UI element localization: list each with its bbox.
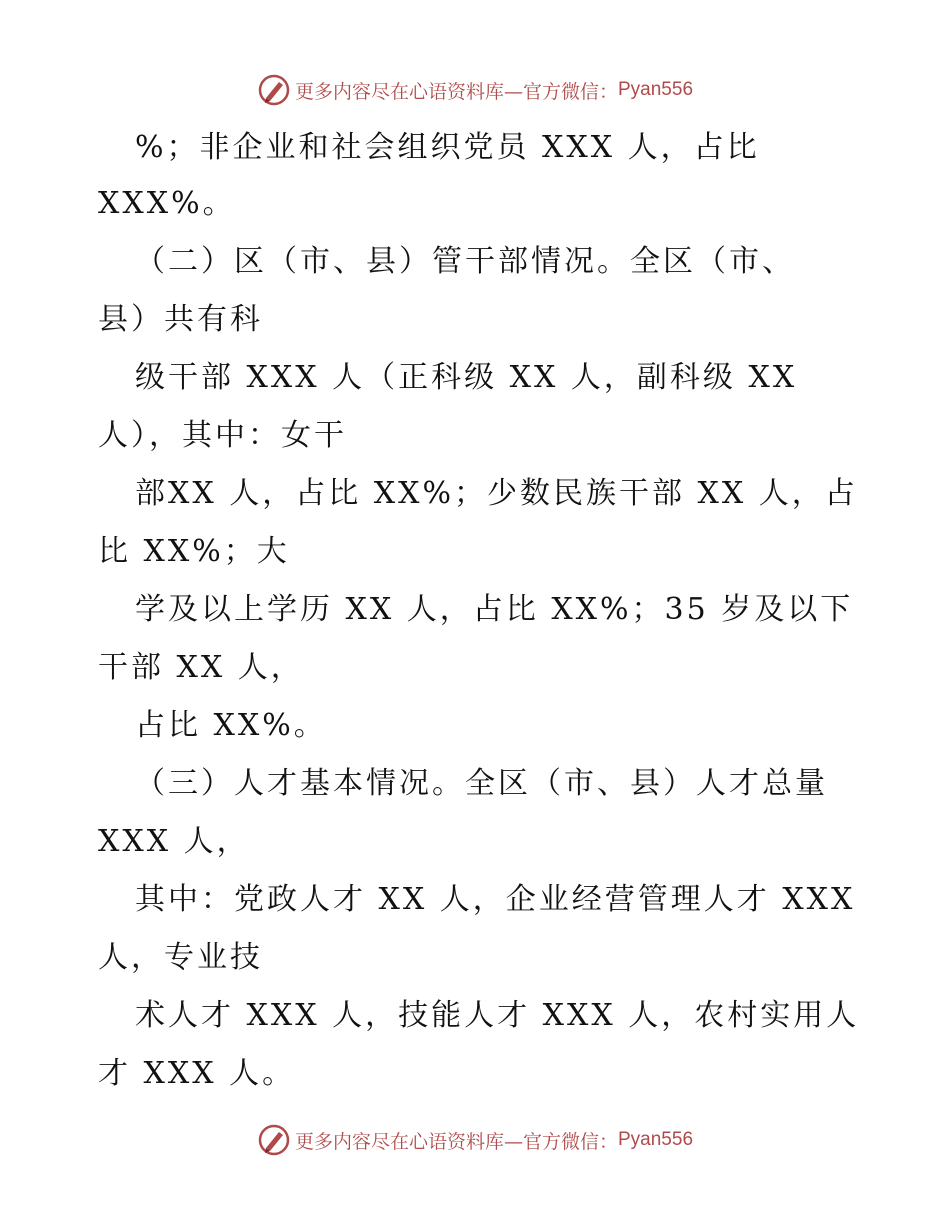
body-line: （二）区（市、县）管干部情况。全区（市、	[135, 244, 795, 279]
body-line: XXX 人，	[98, 824, 250, 859]
body-line: 占比 XX%。	[135, 708, 327, 743]
pen-logo-icon	[257, 1123, 291, 1157]
header-banner-text: 更多内容尽在心语资料库—官方微信：	[294, 80, 618, 103]
body-line: 学及以上学历 XX 人，占比 XX%；35 岁及以下	[135, 592, 854, 627]
header-banner-wechat: Pyan556	[618, 79, 694, 100]
body-line: 部XX 人，占比 XX%；少数民族干部 XX 人，占	[135, 476, 858, 511]
body-line: 才 XXX 人。	[98, 1056, 296, 1091]
body-line: 术人才 XXX 人，技能人才 XXX 人，农村实用人	[135, 998, 860, 1033]
body-line: 县）共有科	[98, 302, 263, 337]
body-line: %；非企业和社会组织党员 XXX 人，占比	[135, 130, 760, 165]
body-line: 人），其中：女干	[98, 418, 347, 453]
header-banner	[0, 70, 950, 110]
footer-banner-text: 更多内容尽在心语资料库—官方微信：	[294, 1130, 618, 1153]
body-line: 比 XX%；大	[98, 534, 290, 569]
body-line: 级干部 XXX 人（正科级 XX 人，副科级 XX	[135, 360, 798, 395]
body-line: 其中：党政人才 XX 人，企业经营管理人才 XXX	[135, 882, 856, 917]
body-line: XXX%。	[98, 186, 236, 221]
footer-banner	[0, 1120, 950, 1160]
footer-banner-wechat: Pyan556	[618, 1129, 694, 1150]
body-line: 干部 XX 人，	[98, 650, 304, 685]
body-line: （三）人才基本情况。全区（市、县）人才总量	[135, 766, 828, 801]
body-line: 人，专业技	[98, 940, 263, 975]
pen-logo-icon	[257, 73, 291, 107]
